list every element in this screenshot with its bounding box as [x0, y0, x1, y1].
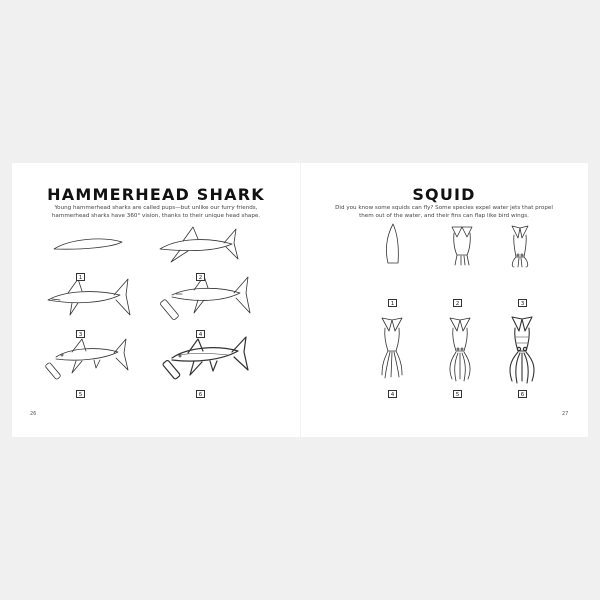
page-number-left: 26 — [30, 411, 37, 417]
squid-step-6-drawing — [510, 317, 534, 383]
page-title-hammerhead-shark: HAMMERHEAD SHARK — [47, 185, 265, 204]
step-number-6: 6 — [518, 390, 527, 398]
shark-blurb-line-1: Young hammerhead sharks are called pups—but unlike our furry friends, — [54, 205, 258, 211]
step-number-4: 4 — [196, 330, 205, 338]
squid-step-5-drawing — [450, 318, 470, 381]
step-number-1: 1 — [388, 299, 397, 307]
step-number-3: 3 — [518, 299, 527, 307]
squid-step-4-drawing — [382, 318, 402, 378]
book-gutter — [300, 163, 301, 437]
step-number-1: 1 — [76, 273, 85, 281]
shark-blurb-line-2: hammerhead sharks have 360° vision, thanks to their unique head shape. — [51, 213, 261, 219]
step-number-5: 5 — [76, 390, 85, 398]
page-title-squid: SQUID — [412, 185, 476, 204]
squid-step-1-drawing — [386, 224, 398, 263]
step-number-3: 3 — [76, 330, 85, 338]
step-number-5: 5 — [453, 390, 462, 398]
squid-step-2-drawing — [452, 227, 472, 265]
step-number-6: 6 — [196, 390, 205, 398]
step-number-4: 4 — [388, 390, 397, 398]
squid-blurb-line-2: them out of the water, and their fins can flap like bird wings. — [359, 213, 529, 219]
squid-step-3-drawing — [512, 226, 528, 267]
step-number-2: 2 — [196, 273, 205, 281]
step-number-2: 2 — [453, 299, 462, 307]
page-number-right: 27 — [562, 411, 569, 417]
squid-blurb-line-1: Did you know some squids can fly? Some species expel water jets that propel — [335, 205, 553, 211]
